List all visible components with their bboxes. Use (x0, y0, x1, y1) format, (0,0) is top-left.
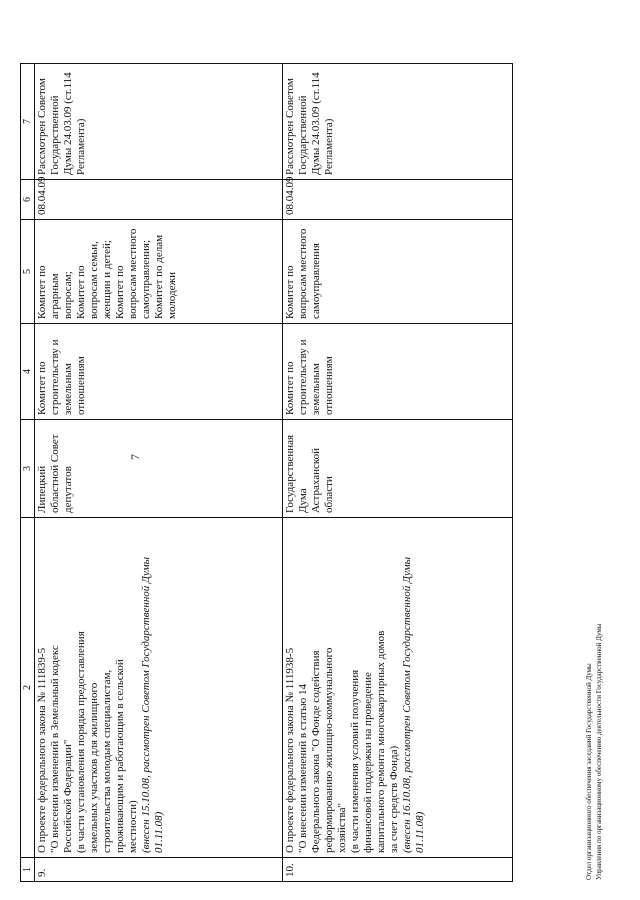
bill-line: капитального ремонта многоквартирных домов (375, 630, 387, 853)
bill-title: О проекте федерального закона № 111839-5 (36, 647, 48, 853)
date-cell: 08.04.09 (283, 180, 513, 220)
date-cell: 08.04.09 (35, 180, 283, 220)
column-header: 1 (21, 858, 35, 882)
column-header: 5 (21, 220, 35, 324)
bill-line: земельных участков для жилищного (88, 682, 100, 853)
bill-line: проживающим и работающим в сельской (114, 659, 126, 853)
table-header-row (21, 64, 35, 882)
table-row (35, 64, 283, 882)
bill-line: (в части изменения условий получения (349, 669, 361, 853)
bill-note: (внесен 16.10.08, рассмотрен Советом Государственной Думы 01.11.08) (401, 556, 426, 853)
bill-line: Федерального закона "О Фонде содействия (310, 650, 322, 853)
co-committees-cell (283, 220, 513, 324)
co-committee-line: самоуправления (310, 243, 322, 319)
co-committee-line: Комитет по делам (153, 234, 165, 319)
column-header: 3 (21, 420, 35, 518)
committee-cell: Комитет по строительству и земельным отношениям (283, 324, 513, 420)
co-committee-line: самоуправления; (140, 239, 152, 319)
status-cell: Рассмотрен Советом Государственной Думы 24.03.09 (ст.114 Регламента) (283, 64, 513, 180)
column-header: 7 (21, 64, 35, 180)
initiator-cell: Липецкий областной Совет депутатов (35, 420, 283, 518)
status-cell: Рассмотрен Советом Государственной Думы 24.03.09 (ст.114 Регламента) (35, 64, 283, 180)
table-row (283, 64, 513, 882)
bill-line: реформированию жилищно-коммунального (323, 647, 335, 853)
co-committees-cell (35, 220, 283, 324)
co-committee-line: вопросам семьи, (88, 241, 100, 319)
co-committee-line: вопросам; (62, 271, 74, 319)
bills-table (20, 63, 513, 882)
initiator-cell: Государственная Дума Астраханской области (283, 420, 513, 518)
column-header: 6 (21, 180, 35, 220)
co-committee-line: аграрным (49, 273, 61, 319)
co-committee-line: Комитет по (75, 265, 87, 319)
co-committee-line: Комитет по (114, 265, 126, 319)
co-committee-line: женщин и детей; (101, 240, 113, 319)
page-number: 7 (128, 454, 142, 460)
bill-line: "О внесении изменений в Земельный кодекс (49, 645, 61, 853)
bill-title: О проекте федерального закона № 111938-5 (284, 647, 296, 853)
co-committee-line: вопросам местного (297, 228, 309, 319)
footer-line: Отдел организационного обеспечения заседаний Государственной Думы (585, 663, 593, 880)
bill-line: за счет средств Фонда) (388, 745, 400, 853)
bill-line: местности) (127, 800, 139, 853)
bill-line: Российской Федерации" (62, 739, 74, 853)
co-committee-line: Комитет по (36, 265, 48, 319)
bill-line: (в части установления порядка предоставления (75, 631, 87, 853)
bill-description (283, 518, 513, 858)
co-committee-line: Комитет по (284, 265, 296, 319)
co-committee-line: вопросам местного (127, 228, 139, 319)
bill-line: строительства молодым специалистам, (101, 669, 113, 853)
row-number: 10. (283, 858, 513, 882)
bill-line: "О внесении изменений в статью 14 (297, 684, 309, 853)
bill-line: хозяйства" (336, 803, 348, 853)
bill-description (35, 518, 283, 858)
bill-line: финансовой поддержки на проведение (362, 672, 374, 853)
committee-cell: Комитет по строительству и земельным отношениям (35, 324, 283, 420)
column-header: 2 (21, 518, 35, 858)
footer-line: Управления по организационному обеспечению деятельности Государственной Думы (595, 623, 603, 880)
co-committee-line: молодежи (166, 272, 178, 319)
column-header: 4 (21, 324, 35, 420)
bill-note: (внесен 15.10.08, рассмотрен Советом Государственной Думы 01.11.08) (140, 556, 165, 853)
page-footer (584, 624, 604, 880)
row-number: 9. (35, 858, 283, 882)
